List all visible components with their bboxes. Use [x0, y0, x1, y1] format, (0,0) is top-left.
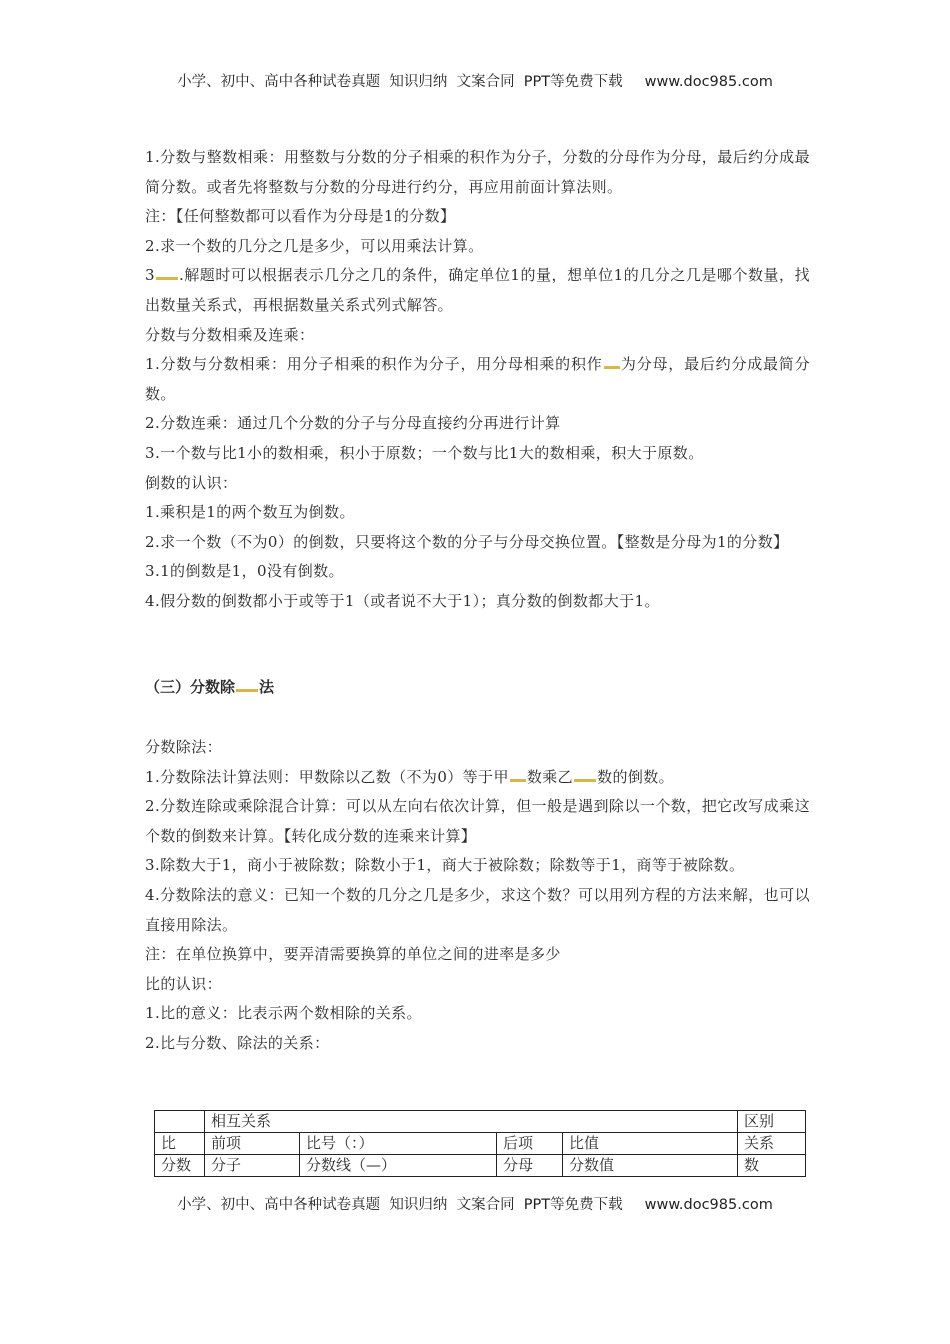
paragraph: 分数除法：: [145, 738, 223, 756]
paragraph: 比的认识：: [145, 974, 223, 993]
table-cell: 分数值: [563, 1155, 738, 1177]
paragraph: 3.1的倒数是1，0没有倒数。: [145, 562, 344, 581]
table-cell: 关系: [738, 1133, 806, 1155]
paragraph: 倒数的认识：: [145, 473, 238, 492]
footer-text: 小学、初中、高中各种试卷真题 知识归纳 文案合同 PPT等免费下载: [177, 1197, 623, 1213]
highlight-mark: [510, 775, 526, 782]
paragraph: 1.乘积是1的两个数互为倒数。: [145, 503, 355, 522]
table-header-cell: 区别: [738, 1111, 806, 1133]
paragraph: 4.分数除法的意义：已知一个数的几分之几是多少，求这个数？可以用列方程的方法来解，也可以直接用除法。: [145, 885, 810, 934]
paragraph: [145, 763, 810, 793]
table-cell: [155, 1111, 205, 1133]
paragraph: 3.一个数与比1小的数相乘，积小于原数；一个数与比1大的数相乘，积大于原数。: [145, 443, 704, 462]
text-span: 1.分数与分数相乘：用分子相乘的积作为分子，用分母相乘的积作: [145, 355, 603, 374]
table-cell: 比: [155, 1133, 205, 1155]
table-cell: 分数线（—）: [300, 1155, 497, 1177]
text-span: 为分母，最后约分成最简分数。: [145, 355, 810, 403]
page-header: [0, 70, 950, 91]
table-cell: 比值: [563, 1133, 738, 1155]
paragraph: 4.假分数的倒数都小于或等于1（或者说不大于1）；真分数的倒数都大于1。: [145, 591, 660, 610]
text-span: 数的倒数。: [597, 767, 675, 786]
section-title: [145, 676, 274, 697]
paragraph: [145, 350, 810, 409]
text-span: .解题时可以根据表示几分之几的条件，确定单位1的量，想单位1的几分之几是哪个数量，找出数量关系式，再根据数量关系式列式解答。: [145, 266, 810, 314]
header-url[interactable]: www.doc985.com: [644, 74, 773, 90]
title-span: 法: [259, 678, 275, 696]
paragraph: 2.分数连除或乘除混合计算：可以从左向右依次计算，但一般是遇到除以一个数，把它改写成乘这个数的倒数来计算。【转化成分数的连乘来计算】: [145, 797, 810, 845]
paragraph: 3.除数大于1，商小于被除数；除数小于1，商大于被除数；除数等于1，商等于被除数。: [145, 856, 745, 875]
paragraph: 2.求一个数（不为0）的倒数，只要将这个数的分子与分母交换位置。【整数是分母为1的分数】: [145, 532, 789, 551]
text-span: 1.分数除法计算法则：甲数除以乙数（不为0）等于甲: [145, 767, 509, 786]
paragraph: 1.分数与整数相乘：用整数与分数的分子相乘的积作为分子，分数的分母作为分母，最后约分成最简分数。或者先将整数与分数的分母进行约分，再应用前面计算法则。: [145, 148, 810, 196]
highlight-mark: [156, 273, 178, 280]
paragraph: 分数与分数相乘及连乘：: [145, 325, 315, 344]
table-cell: 比号（：）: [300, 1133, 497, 1155]
content-block-2: [145, 733, 810, 1059]
table-row: [155, 1111, 806, 1133]
header-text: 小学、初中、高中各种试卷真题 知识归纳 文案合同 PPT等免费下载: [177, 74, 623, 90]
text-span: 数乘乙: [526, 767, 574, 786]
paragraph: 2.分数连乘：通过几个分数的分子与分母直接约分再进行计算: [145, 414, 561, 433]
content-block-1: [145, 143, 810, 617]
table-cell: 前项: [205, 1133, 300, 1155]
highlight-mark: [604, 362, 620, 369]
table-cell: 后项: [497, 1133, 563, 1155]
table-cell: 分母: [497, 1155, 563, 1177]
table-cell: 分数: [155, 1155, 205, 1177]
page-footer: [0, 1193, 950, 1214]
table-cell: 分子: [205, 1155, 300, 1177]
paragraph: 2.比与分数、除法的关系：: [145, 1033, 330, 1052]
table-row: [155, 1155, 806, 1177]
highlight-mark: [236, 685, 258, 692]
paragraph: 注：【任何整数都可以看作为分母是1的分数】: [145, 207, 456, 226]
paragraph: 1.比的意义：比表示两个数相除的关系。: [145, 1004, 422, 1023]
table-row: [155, 1133, 806, 1155]
footer-url[interactable]: www.doc985.com: [644, 1197, 773, 1213]
text-span: 3: [145, 266, 155, 285]
table-header-cell: 相互关系: [205, 1111, 738, 1133]
paragraph: 注：在单位换算中，要弄清需要换算的单位之间的进率是多少: [145, 945, 561, 964]
highlight-mark: [574, 775, 596, 782]
paragraph: [145, 261, 810, 320]
table-cell: 数: [738, 1155, 806, 1177]
title-span: （三）分数除: [145, 678, 236, 696]
paragraph: 2.求一个数的几分之几是多少，可以用乘法计算。: [145, 236, 484, 255]
ratio-fraction-table: [154, 1110, 806, 1177]
